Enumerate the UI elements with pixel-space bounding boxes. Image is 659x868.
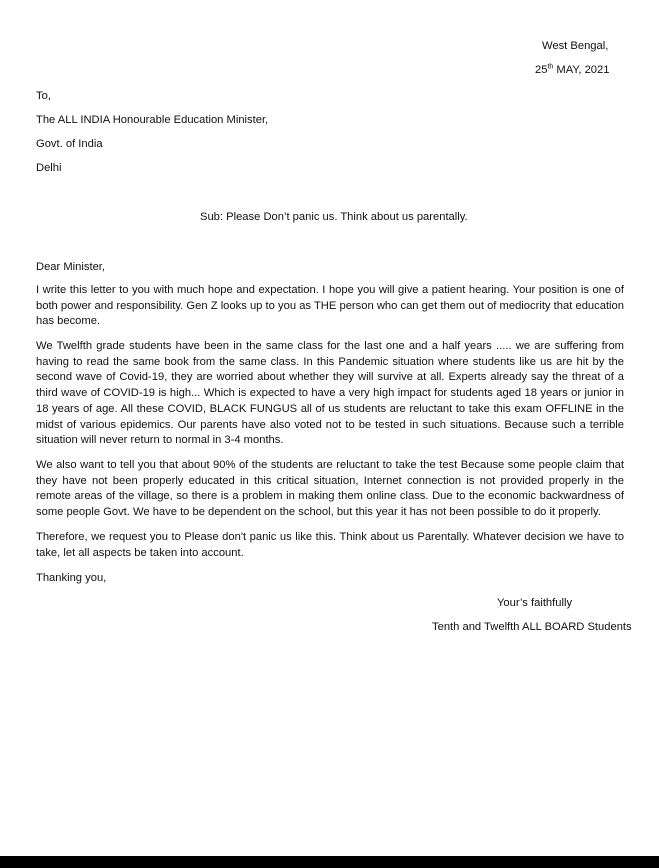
sender-place: West Bengal, xyxy=(542,40,609,52)
recipient-city: Delhi xyxy=(36,162,62,174)
signature: Tenth and Twelfth ALL BOARD Students xyxy=(432,621,632,633)
body-paragraph-4: Therefore, we request you to Please don't panic us like this. Think about us Parentally. Whatever decision we have to take, let all aspects be taken into account. xyxy=(36,531,624,559)
bottom-edge-bar xyxy=(0,856,659,868)
recipient-org: Govt. of India xyxy=(36,138,103,150)
letter-subject: Sub: Please Don’t panic us. Think about us parentally. xyxy=(200,211,468,223)
salutation: Dear Minister, xyxy=(36,261,106,273)
letter-date xyxy=(535,62,609,78)
date-month-year: MAY, 2021 xyxy=(553,64,610,76)
body-paragraph-3: We also want to tell you that about 90% of the students are reluctant to take the test Because some people claim that they have not been properly educated in this critical situation, Internet connection is not provided properly in the remote areas of the village, so there is a problem in making them online class. Due to the economic backwardness of some people Govt. We have to be dependent on the school, but this year it has not been possible to do it properly. xyxy=(36,459,624,519)
date-day: 25 xyxy=(535,64,548,76)
body-paragraph-2: We Twelfth grade students have been in the same class for the last one and a half years ..... we are suffering from having to read the same book from the same class. In this Pandemic situation where students like us are hit by the second wave of Covid-19, they are worried about whether they will survive at all. Experts already say the threat of a third wave of COVID-19 is high... Which is expected to have a very high impact for students aged 18 years or junior in 18 years of age. All these COVID, BLACK FUNGUS all of us students are reluctant to take this exam OFFLINE in the midst of various epidemics. Our parents have also voted not to be tested in such situations. Because such a terrible situation will never return to normal in 3-4 months. xyxy=(36,340,624,447)
date-suffix: th xyxy=(547,63,554,71)
sign-off: Your’s faithfully xyxy=(497,597,573,609)
recipient-to: To, xyxy=(36,90,51,102)
body-paragraph-1: I write this letter to you with much hope and expectation. I hope you will give a patient hearing. Your position is one of both power and responsibility. Gen Z looks up to you as THE person who can get them out of mediocrity that education has become. xyxy=(36,284,624,328)
recipient-title: The ALL INDIA Honourable Education Minister, xyxy=(36,114,269,126)
closing: Thanking you, xyxy=(36,572,107,584)
